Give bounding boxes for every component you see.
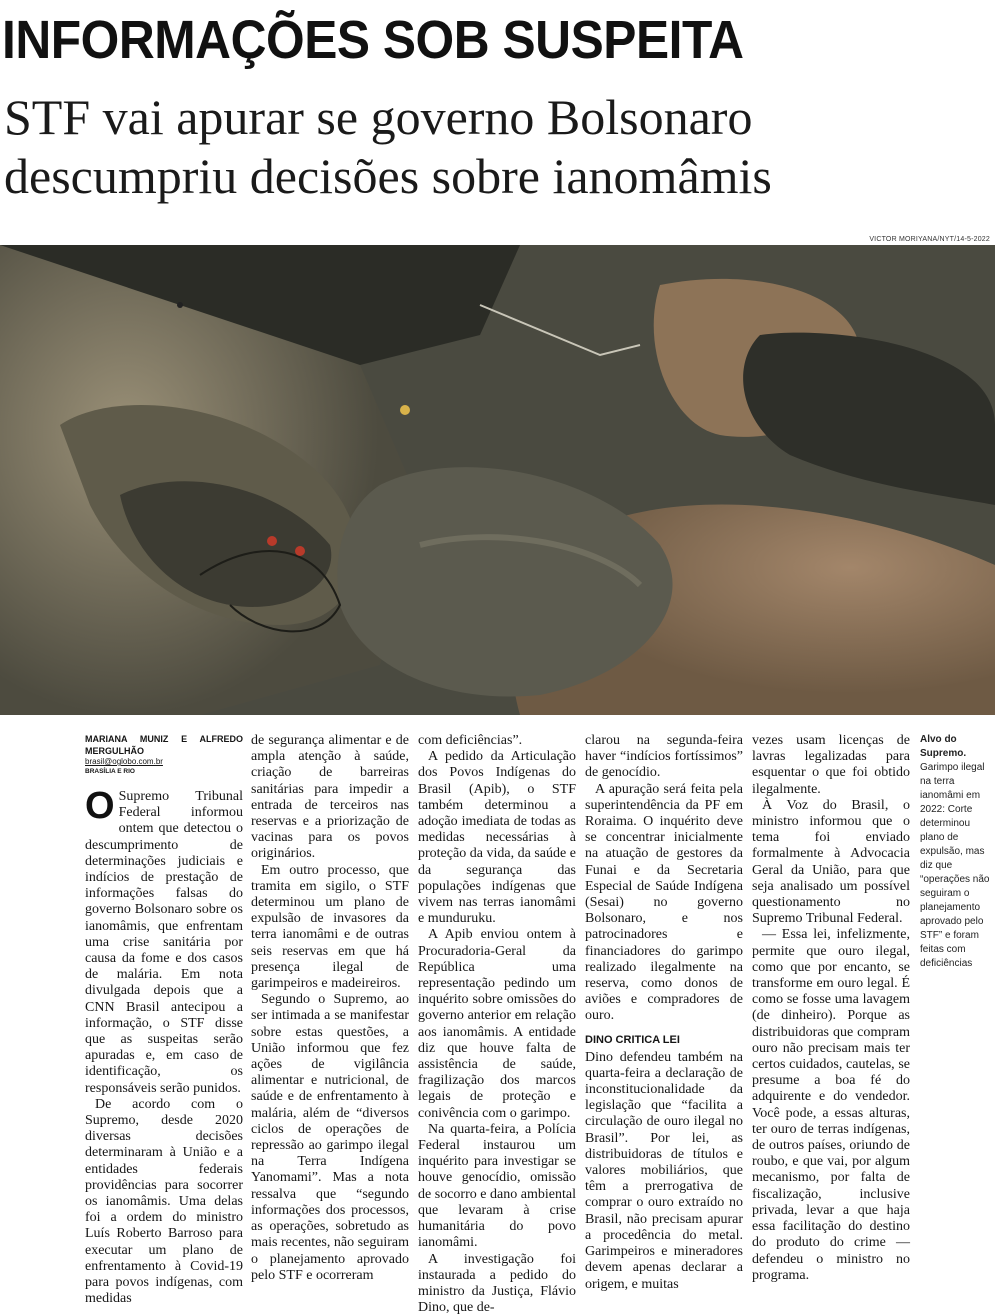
byline-email[interactable]: brasil@oglobo.com.br [85, 757, 243, 767]
article-paragraph: clarou na segunda-feira haver “indícios fortíssimos” de genocídio. [585, 733, 743, 782]
article-paragraph: A pedido da Articulação dos Povos Indígenas do Brasil (Apib), o STF também determinou a adoção imediata de todas as medidas necessárias à proteção da vida, da saúde e da segurança das populações indígenas que vivem nas terras ianomâmi e munduruku. [418, 749, 576, 927]
headline [4, 88, 984, 206]
article-paragraph: A investigação foi instaurada a pedido do ministro da Justiça, Flávio Dino, que de- [418, 1252, 576, 1316]
headline-line-2: descumpriu decisões sobre ianomâmis [4, 148, 772, 204]
section-heading: DINO CRITICA LEI [585, 1031, 743, 1049]
article-body [0, 733, 995, 1216]
article-column-1 [85, 733, 243, 1216]
kicker: INFORMAÇÕES SOB SUSPEITA [2, 8, 913, 72]
article-column-2 [251, 733, 409, 1216]
mining-photo-illustration [0, 245, 995, 715]
byline-authors: MARIANA MUNIZ E ALFREDO MERGULHÃO [85, 733, 243, 757]
article-paragraph: — Essa lei, infelizmente, permite que ouro ilegal, como que por encanto, se transforme em ouro legal. É como se fosse uma lavagem (de dinheiro). Porque as distribuidoras que compram ouro não precisam mais ter certos cuidados, cautelas, se presume a boa fé do adquirente e do vendedor. Você pode, a essas alturas, ter ouro de terras indígenas, de outros países, oriundo de roubo, e que vai, por algum mecanismo, por falta de fiscalização, inclusive privada, levar a que haja essa facilitação do destino do produto do crime — defendeu o ministro no programa. [752, 927, 910, 1283]
article-paragraph: O Supremo Tribunal Federal informou ontem que detectou o descumprimento de determinações judiciais e indícios de prestação de informações falsas do governo Bolsonaro sobre os ianomâmis, que enfrentam uma crise sanitária por causa da fome e dos casos de malária. Em nota divulgada depois que a CNN Brasil antecipou a informação, o STF disse que as suspeitas serão apuradas e, em caso de identificação, os responsáveis serão punidos. [85, 789, 243, 1097]
caption-title: Alvo do Supremo. [920, 733, 990, 761]
photo-credit: VICTOR MORIYANA/NYT/14-5-2022 [869, 236, 990, 243]
article-paragraph: Em outro processo, que tramita em sigilo, o STF determinou um plano de expulsão de invasores da terra ianomâmi e de outras seis reservas em que há presença ilegal de garimpeiros e madeireiros. [251, 863, 409, 993]
article-paragraph: A apuração será feita pela superintendência da PF em Roraima. O inquérito deve se concentrar inicialmente na atuação de gestores da Funai e da Secretaria Especial de Saúde Indígena (Sesai) no governo Bolsonaro, e nos patrocinadores e financiadores do garimpo realizado ilegalmente na reserva, como donos de aviões e compradores de ouro. [585, 782, 743, 1025]
article-paragraph: Dino defendeu também na quarta-feira a declaração de inconstitucionalidade da legislação que “facilita a circulação de ouro ilegal no Brasil”. Por lei, as distribuidoras de títulos e valores mobiliários, que têm a prerrogativa de comprar o ouro extraído no Brasil, não precisam apurar a procedência do metal. Garimpeiros e mineradores devem apenas declarar a origem, e muitas [585, 1050, 743, 1293]
article-column-3 [418, 733, 576, 1216]
article-paragraph: A Apib enviou ontem à Procuradoria-Geral da República uma representação pedindo um inquérito sobre omissões do governo anterior em relação aos ianomâmis. A entidade diz que houve falta de assistência de saúde, fragilização dos marcos legais de proteção e conivência com o garimpo. [418, 927, 576, 1121]
mining-photo [0, 245, 995, 715]
article-paragraph: À Voz do Brasil, o ministro informou que o tema foi enviado formalmente à Advocacia Geral da União, para que seja analisado um possível questionamento no Supremo Tribunal Federal. [752, 798, 910, 928]
article-paragraph: vezes usam licenças de lavras legalizadas para esquentar o que foi obtido ilegalmente. [752, 733, 910, 798]
headline-line-1: STF vai apurar se governo Bolsonaro [4, 89, 752, 145]
article-paragraph: Na quarta-feira, a Polícia Federal instaurou um inquérito para investigar se houve genocídio, omissão de socorro e dano ambiental que levaram à crise humanitária do povo ianomâmi. [418, 1122, 576, 1252]
article-column-5 [752, 733, 910, 1216]
article-paragraph: de segurança alimentar e de ampla atenção à saúde, criação de barreiras sanitárias para impedir a entrada de terceiros nas reservas e a priorização de vacinas para os povos originários. [251, 733, 409, 863]
article-paragraph: De acordo com o Supremo, desde 2020 diversas decisões determinaram à União e a entidades federais providências para socorrer os ianomâmis. Uma delas foi a ordem do ministro Luís Roberto Barroso para executar um plano de enfrentamento à Covid-19 para povos indígenas, com medidas [85, 1097, 243, 1308]
drop-cap: O [85, 790, 115, 822]
byline-place: BRASÍLIA E RIO [85, 767, 243, 777]
caption-text: Garimpo ilegal na terra ianomâmi em 2022: Corte determinou plano de expulsão, mas diz que “operações não seguiram o planejamento aprovado pelo STF” e foram feitas com deficiências [920, 761, 990, 971]
article-column-4 [585, 733, 743, 1216]
article-paragraph: com deficiências”. [418, 733, 576, 749]
article-paragraph: Segundo o Supremo, ao ser intimada a se manifestar sobre estas questões, a União informou que fez ações de vigilância alimentar e nutricional, de saúde e de enfrentamento à malária, além de “diversos ciclos de operações de repressão ao garimpo ilegal na Terra Indígena Yanomami”. Mas a nota ressalva que “segundo informações dos processos, as operações, sobretudo as mais recentes, não seguiram o planejamento aprovado pelo STF e ocorreram [251, 992, 409, 1284]
photo-caption [920, 733, 990, 971]
